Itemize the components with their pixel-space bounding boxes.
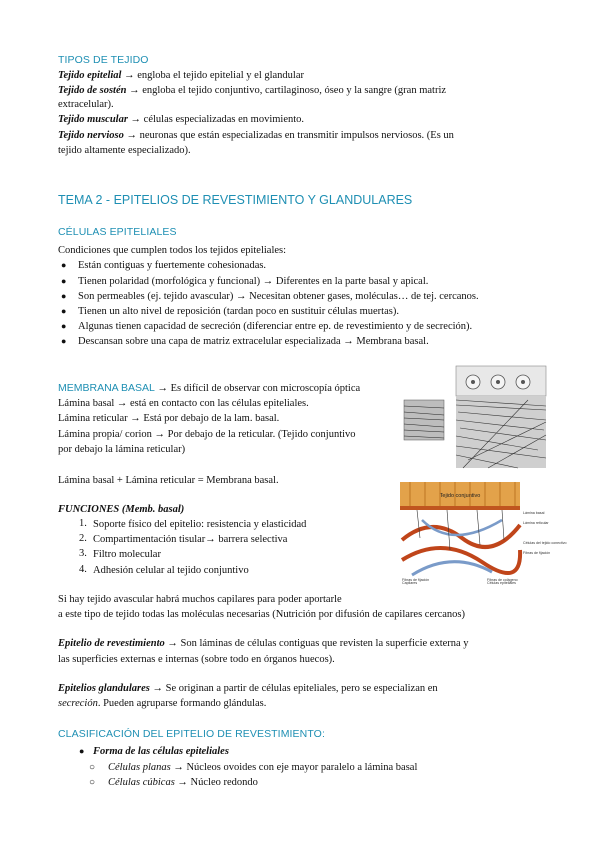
side-label: Fibras de fijación xyxy=(523,551,551,555)
list-number: 1. xyxy=(79,518,87,529)
heading-membrana-basal: MEMBRANA BASAL xyxy=(58,382,155,394)
list-number: 2. xyxy=(79,533,87,544)
revestimiento-line-1: Epitelio de revestimiento → Son láminas de células contiguas que revisten la superficie externa y xyxy=(58,638,469,649)
clasif-sub-2: Células cúbicas → Núcleo redondo xyxy=(108,777,258,788)
membrana-line-3: Lámina propia/ corion → Por debajo de la reticular. (Tejido conjuntivo xyxy=(58,429,356,440)
avascular-line-1: Si hay tejido avascular habrá muchos capilares para poder aportarle xyxy=(58,594,342,605)
membrana-line-4: por debajo la lámina reticular) xyxy=(58,444,186,455)
bullet-dot: ● xyxy=(61,291,67,301)
side-label: Lámina basal xyxy=(523,511,545,515)
membrana-heading-line: MEMBRANA BASAL → Es difícil de observar con microscopía óptica xyxy=(58,382,361,394)
heading-celulas-epiteliales: CÉLULAS EPITELIALES xyxy=(58,226,177,238)
clasif-sub-1: Células planas → Núcleos ovoides con eje mayor paralelo a lámina basal xyxy=(108,762,418,773)
membrane-schematic-figure xyxy=(392,480,567,585)
bullet-dot: ● xyxy=(61,306,67,316)
celulas-bullet-1: Están contiguas y fuertemente cohesionadas. xyxy=(78,260,267,271)
list-number: 4. xyxy=(79,564,87,575)
glandulares-line-2: secreción. Pueden agruparse formando glándulas. xyxy=(58,698,267,709)
revestimiento-line-2: las superficies externas e internas (sobre todo en órganos huecos). xyxy=(58,654,335,665)
list-number: 3. xyxy=(79,548,87,559)
celulas-bullet-6: Descansan sobre una capa de matriz extracelular especializada → Membrana basal. xyxy=(78,336,429,347)
glandulares-line-1: Epitelios glandulares → Se originan a partir de células epiteliales, pero se especializan en xyxy=(58,683,438,694)
side-label: Células del tejido conectivo xyxy=(523,541,567,545)
heading-tema-2: TEMA 2 - EPITELIOS DE REVESTIMIENTO Y GLANDULARES xyxy=(58,193,413,207)
heading-tipos-de-tejido: TIPOS DE TEJIDO xyxy=(58,54,149,66)
celulas-bullet-5: Algunas tienen capacidad de secreción (diferenciar entre ep. de revestimiento y de secreción). xyxy=(78,321,473,332)
tipos-line-6: tejido altamente especializado). xyxy=(58,145,191,156)
sub-bullet-circle: ○ xyxy=(89,762,96,773)
celulas-bullet-3: Son permeables (ej. tejido avascular) → Necesitan obtener gases, moléculas… de tej. cercanos. xyxy=(78,291,479,302)
micrograph-figure xyxy=(398,360,548,470)
funcion-2: Compartimentación tisular→ barrera selectiva xyxy=(93,534,288,545)
top-label: Tejido conjuntivo xyxy=(439,493,481,499)
bottom-label: Fibras de colágeno xyxy=(487,578,518,582)
celulas-intro: Condiciones que cumplen todos los tejidos epiteliales: xyxy=(58,245,287,256)
celulas-bullet-2: Tienen polaridad (morfológica y funcional) → Diferentes en la parte basal y apical. xyxy=(78,276,429,287)
bullet-dot: ● xyxy=(61,276,67,286)
funciones-title: FUNCIONES (Memb. basal) xyxy=(58,504,185,515)
sub-bullet-circle: ○ xyxy=(89,777,96,788)
bottom-label: Células epiteliales xyxy=(487,581,516,585)
tipos-line-3: extracelular). xyxy=(58,99,114,110)
clasif-bullet: Forma de las células epiteliales xyxy=(93,746,229,757)
tipos-line-2: Tejido de sostén → engloba el tejido conjuntivo, cartilaginoso, óseo y la sangre (gran matriz xyxy=(58,85,447,96)
funcion-1: Soporte físico del epitelio: resistencia y elasticidad xyxy=(93,519,307,530)
membrana-sum: Lámina basal + Lámina reticular = Membrana basal. xyxy=(58,475,279,486)
bottom-label: Fibras de fijación xyxy=(402,578,430,582)
membrana-line-1: Lámina basal → está en contacto con las células epiteliales. xyxy=(58,398,309,409)
bottom-label: Capilares xyxy=(402,581,418,585)
tipos-line-5: Tejido nervioso → neuronas que están especializadas en transmitir impulsos nerviosos. (Es un xyxy=(58,130,454,141)
bullet-dot: ● xyxy=(61,321,67,331)
membrana-line-2: Lámina reticular → Está por debajo de la lam. basal. xyxy=(58,413,280,424)
celulas-bullet-4: Tienen un alto nivel de reposición (tardan poco en sustituir células muertas). xyxy=(78,306,399,317)
tipos-line-4: Tejido muscular → células especializadas en movimiento. xyxy=(58,114,305,125)
tipos-line-1: Tejido epitelial → engloba el tejido epitelial y el glandular xyxy=(58,70,305,81)
bullet-dot: ● xyxy=(61,260,67,270)
avascular-line-2: a este tipo de tejido todas las moléculas necesarias (Nutrición por difusión de capilares cercanos) xyxy=(58,609,466,620)
heading-clasificacion: CLASIFICACIÓN DEL EPITELIO DE REVESTIMIENTO: xyxy=(58,728,325,740)
side-label: Lámina reticular xyxy=(523,521,549,525)
bullet-dot: ● xyxy=(61,336,67,346)
funcion-4: Adhesión celular al tejido conjuntivo xyxy=(93,565,249,576)
funcion-3: Filtro molecular xyxy=(93,549,161,560)
bullet-dot: ● xyxy=(79,746,85,756)
